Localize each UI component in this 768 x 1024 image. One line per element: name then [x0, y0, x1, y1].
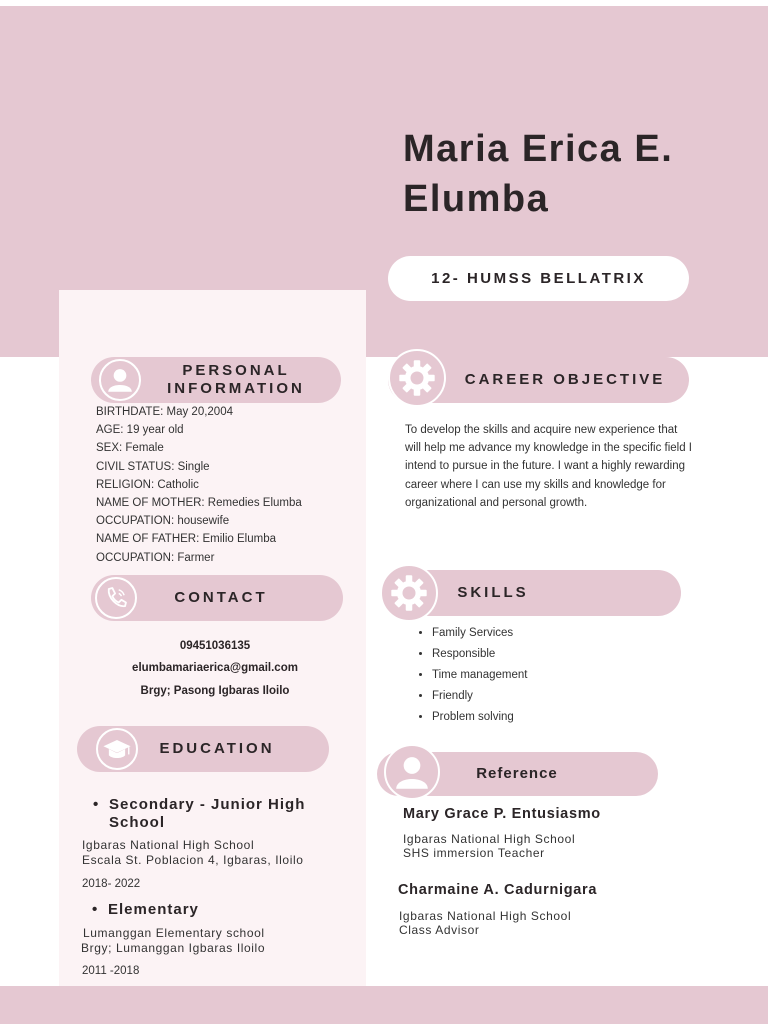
- education-level-line-1: Secondary - Junior High: [109, 796, 306, 813]
- gear-icon: [388, 349, 446, 407]
- education-title: EDUCATION: [159, 740, 275, 757]
- education-level-elementary: [92, 901, 199, 919]
- personal-info-item: NAME OF FATHER: Emilio Elumba: [96, 533, 276, 546]
- bullet: •: [93, 796, 100, 813]
- personal-info-item: BIRTHDATE: May 20,2004: [96, 406, 233, 418]
- name-line-2: Elumba: [403, 178, 550, 220]
- skill-item: • Problem solving: [432, 707, 527, 728]
- career-objective-title: CAREER OBJECTIVE: [464, 371, 666, 388]
- personal-info-title-line-1: PERSONAL: [182, 362, 290, 379]
- education-level-secondary: [93, 796, 306, 832]
- personal-info-item: AGE: 19 year old: [96, 424, 184, 437]
- phone-icon: [95, 577, 137, 619]
- skills-title: SKILLS: [457, 584, 529, 601]
- personal-info-item: OCCUPATION: Farmer: [96, 551, 215, 564]
- skill-item: • Friendly: [432, 686, 527, 707]
- personal-info-item: SEX: Female: [96, 442, 164, 455]
- contact-address: Brgy; Pasong Igbaras Iloilo: [140, 685, 290, 697]
- education-years: 2018- 2022: [82, 878, 141, 890]
- resume-name: [403, 124, 743, 224]
- career-objective-text: To develop the skills and acquire new experience that will help me advance my knowledge in the specific field I intend to pursue in the future. I want a highly rewarding career where I can use my skills and knowledge for organizational and personal growth.: [405, 424, 693, 509]
- contact-title: CONTACT: [174, 589, 268, 606]
- personal-info-item: NAME OF MOTHER: Remedies Elumba: [96, 497, 302, 510]
- name-line-1: Maria Erica E.: [403, 128, 674, 170]
- education-school: Igbaras National High School: [82, 838, 255, 852]
- skill-item: • Family Services: [432, 623, 527, 644]
- user-icon: [99, 359, 141, 401]
- gear-icon: [380, 564, 438, 622]
- personal-info-title: [131, 357, 341, 403]
- education-address: Brgy; Lumanggan Igbaras Iloilo: [81, 941, 266, 955]
- personal-info-title-line-2: INFORMATION: [167, 380, 305, 397]
- education-school: Lumanggan Elementary school: [83, 926, 265, 940]
- personal-info-item: OCCUPATION: housewife: [96, 515, 230, 528]
- personal-info-item: RELIGION: Catholic: [96, 478, 199, 491]
- reference-role: SHS immersion Teacher: [403, 846, 545, 860]
- skill-item: • Time management: [432, 665, 527, 686]
- personal-info-list: [96, 403, 361, 567]
- reference-org: Igbaras National High School: [399, 909, 572, 923]
- reference-title: Reference: [476, 765, 558, 782]
- contact-phone[interactable]: 09451036135: [179, 640, 251, 652]
- reference-org: Igbaras National High School: [403, 832, 576, 846]
- graduation-cap-icon: [96, 728, 138, 770]
- personal-info-item: CIVIL STATUS: Single: [96, 460, 210, 473]
- strand-badge: 12- HUMSS BELLATRIX: [388, 256, 689, 301]
- education-level-line-2: School: [109, 814, 166, 831]
- reference-name: Charmaine A. Cadurnigara: [398, 882, 598, 898]
- user-icon: [384, 744, 440, 800]
- skills-list: [416, 623, 527, 728]
- reference-role: Class Advisor: [399, 923, 480, 937]
- reference-name: Mary Grace P. Entusiasmo: [403, 806, 601, 822]
- bullet: •: [92, 901, 99, 918]
- footer-band: [0, 986, 768, 1024]
- education-address: Escala St. Poblacion 4, Igbaras, Iloilo: [82, 853, 304, 867]
- education-level-line-1: Elementary: [108, 901, 199, 918]
- skill-item: • Responsible: [432, 644, 527, 665]
- contact-email[interactable]: elumbamariaerica@gmail.com: [132, 662, 298, 674]
- education-years: 2011 -2018: [82, 965, 140, 977]
